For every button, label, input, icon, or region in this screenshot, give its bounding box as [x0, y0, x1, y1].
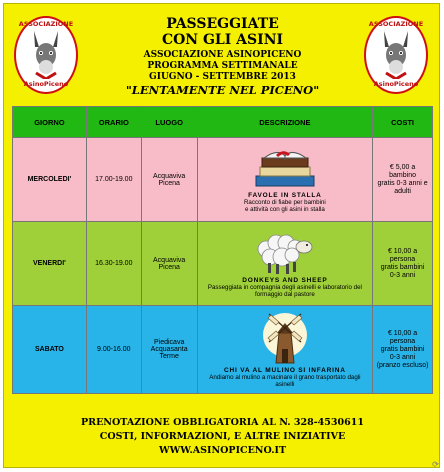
activity-description: asinelli — [275, 381, 295, 388]
day-cell: MERCOLEDI' — [13, 138, 87, 222]
cost-line: € 10,00 a persona — [387, 247, 418, 263]
donkey-icon — [26, 29, 66, 79]
title-line-1: PASSEGGIATE — [166, 16, 279, 32]
logo-text-top: ASSOCIAZIONE — [368, 20, 424, 28]
place-line: Picena — [158, 179, 180, 187]
cost-line: 0-3 anni — [389, 353, 416, 361]
sheep-icon — [252, 229, 318, 275]
slogan: "LENTAMENTE NEL PICENO" — [125, 83, 320, 97]
logo-text-bottom: AsinoPiceno — [373, 80, 419, 88]
place-cell — [141, 138, 197, 222]
books-icon — [250, 146, 320, 190]
cost-line: gratis bambini — [380, 345, 425, 353]
cost-line: gratis bambini — [380, 263, 425, 271]
time-cell: 9.00-16.00 — [86, 306, 141, 394]
cost-line: (pranzo escluso) — [376, 361, 429, 369]
activity-description: Racconto di fiabe per bambini — [243, 198, 326, 206]
info-line: COSTI, INFORMAZIONI, E ALTRE INIZIATIVE — [99, 431, 346, 442]
cost-line: adulti — [394, 187, 411, 195]
activity-description: Passeggiata in compagnia degli asinelli e laboratorio del — [207, 283, 362, 291]
activity-title: DONKEYS AND SHEEP — [242, 276, 328, 284]
booking-phone: PRENOTAZIONE OBBLIGATORIA AL N. 328-4530611 — [81, 417, 364, 428]
logo-text-bottom: AsinoPiceno — [23, 80, 69, 88]
logo-text-top: ASSOCIAZIONE — [18, 20, 74, 28]
description-cell — [197, 306, 373, 394]
title-line-2: CON GLI ASINI — [161, 32, 284, 48]
activity-description: Andiamo al mulino a macinare il grano trasportato dagli — [209, 373, 361, 381]
time-cell: 16.30-19.00 — [86, 222, 141, 306]
place-line: Terme — [159, 353, 179, 360]
windmill-icon — [252, 311, 318, 365]
table-row — [13, 138, 433, 222]
association-logo-right — [362, 16, 430, 94]
column-header-costi: COSTI — [373, 107, 433, 138]
program-label: PROGRAMMA SETTIMANALE — [147, 61, 298, 71]
header — [4, 4, 441, 104]
place-line: Piedicava — [153, 339, 185, 346]
donkey-icon — [376, 29, 416, 79]
description-cell — [197, 138, 373, 222]
cost-line: € 5,00 a bambino — [389, 163, 416, 179]
cost-cell — [373, 306, 433, 394]
place-line: Picena — [158, 263, 180, 271]
activity-description: e attività con gli asini in stalla — [244, 206, 325, 213]
description-cell — [197, 222, 373, 306]
day-cell: VENERDI' — [13, 222, 87, 306]
organization-name: ASSOCIAZIONE ASINOPICENO — [143, 50, 302, 60]
place-line: Acquaviva — [153, 256, 186, 264]
day-cell: SABATO — [13, 306, 87, 394]
refresh-icon[interactable]: ⟳ — [432, 460, 439, 469]
cost-line: gratis 0-3 anni e — [377, 179, 428, 187]
activity-description: formaggio dal pastore — [254, 291, 315, 298]
website-link[interactable]: WWW.ASINOPICENO.IT — [158, 445, 287, 456]
schedule-table — [12, 106, 433, 394]
column-header-descrizione: DESCRIZIONE — [197, 107, 373, 138]
activity-title: CHI VA AL MULINO SI INFARINA — [224, 366, 346, 374]
cost-cell — [373, 138, 433, 222]
time-cell: 17.00-19.00 — [86, 138, 141, 222]
place-cell — [141, 306, 197, 394]
association-logo-left — [12, 16, 80, 94]
cost-line: 0-3 anni — [389, 271, 416, 279]
period-label: GIUGNO - SETTEMBRE 2013 — [149, 72, 296, 82]
column-header-orario: ORARIO — [86, 107, 141, 138]
place-line: Acquaviva — [153, 172, 186, 180]
cost-line: € 10,00 a persona — [387, 329, 418, 345]
table-row — [13, 222, 433, 306]
place-line: Acquasanta — [150, 346, 188, 353]
poster — [3, 3, 440, 468]
activity-title: FAVOLE IN STALLA — [248, 191, 322, 199]
column-header-giorno: GIORNO — [13, 107, 87, 138]
column-header-luogo: LUOGO — [141, 107, 197, 138]
cost-cell — [373, 222, 433, 306]
table-header-row — [13, 107, 433, 138]
table-row — [13, 306, 433, 394]
place-cell — [141, 222, 197, 306]
